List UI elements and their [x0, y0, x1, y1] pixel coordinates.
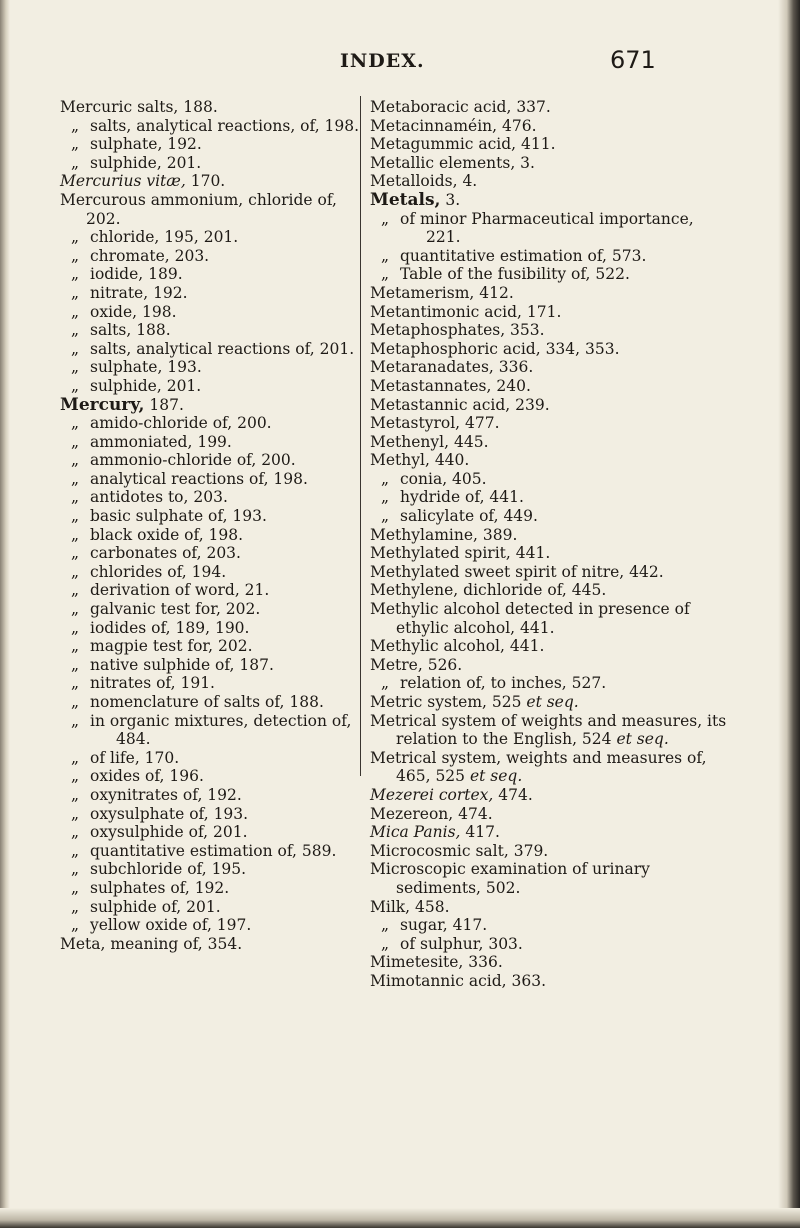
ditto-mark: „	[70, 600, 80, 619]
index-entry-text: Metaphosphates, 353.	[370, 321, 545, 340]
index-subentry	[60, 284, 360, 303]
index-entry-text: salts, 188.	[90, 321, 171, 340]
index-entry	[370, 191, 730, 210]
index-subentry	[370, 935, 730, 954]
ditto-mark: „	[70, 321, 80, 340]
index-subentry	[60, 433, 360, 452]
index-entry-text: Methyl, 440.	[370, 451, 470, 470]
index-subentry	[370, 210, 730, 247]
index-entry-text: chlorides of, 194.	[90, 562, 227, 581]
page-edge-left	[0, 0, 10, 1228]
index-column-right	[370, 98, 730, 991]
index-subentry	[60, 117, 360, 136]
ditto-mark: „	[70, 804, 80, 823]
ditto-mark: „	[380, 674, 390, 693]
index-entry-text: Metre, 526.	[370, 655, 463, 674]
index-entry	[370, 563, 730, 582]
index-subentry	[60, 600, 360, 619]
index-column-left	[60, 98, 360, 953]
index-entry-text: Mercury,	[60, 394, 145, 415]
index-subentry	[370, 470, 730, 489]
index-subentry	[60, 842, 360, 861]
index-entry-text: nomenclature of salts of, 188.	[90, 693, 324, 711]
index-subentry	[60, 135, 360, 154]
ditto-mark: „	[70, 693, 80, 711]
index-entry-text: Table of the fusibility of, 522.	[400, 265, 630, 284]
index-entry-text: relation of, to inches, 527.	[400, 674, 607, 693]
ditto-mark: „	[70, 841, 80, 860]
index-entry-text: Methylic alcohol detected in presence of ethylic alcohol, 441.	[370, 600, 690, 637]
index-subentry	[60, 898, 360, 917]
index-entry-text: Metaphosphoric acid, 334, 353.	[370, 339, 620, 358]
index-entry-text: antidotes to, 203.	[90, 488, 228, 507]
index-entry-text: Metallic elements, 3.	[370, 153, 535, 172]
index-subentry	[60, 916, 360, 935]
index-entry-text: Mimotannic acid, 363.	[370, 971, 547, 990]
page-edge-right	[778, 0, 800, 1228]
index-subentry	[60, 656, 360, 675]
index-entry	[370, 786, 730, 805]
index-entry-text: nitrate, 192.	[90, 283, 188, 302]
index-entry-text: of minor Pharmaceutical importance, 221.	[400, 209, 694, 247]
index-entry	[370, 98, 730, 117]
ditto-mark: „	[70, 878, 80, 897]
running-head: INDEX.	[340, 50, 425, 72]
index-entry	[60, 191, 360, 228]
index-entry	[60, 396, 360, 415]
index-entry-text: sulphide of, 201.	[90, 897, 221, 916]
ditto-mark: „	[70, 823, 80, 842]
index-entry-text: basic sulphate of, 193.	[90, 507, 267, 526]
index-entry	[370, 544, 730, 563]
ditto-mark: „	[70, 655, 80, 674]
ditto-mark: „	[380, 507, 390, 526]
index-entry-text: Metastannates, 240.	[370, 376, 531, 395]
index-subentry	[60, 712, 360, 749]
ditto-mark: „	[70, 562, 80, 581]
index-entry-text: Microcosmic salt, 379.	[370, 841, 549, 860]
index-entry	[370, 972, 730, 991]
index-subentry	[370, 507, 730, 526]
index-subentry	[60, 693, 360, 712]
ditto-mark: „	[70, 507, 80, 526]
index-entry-text: iodides of, 189, 190.	[90, 618, 250, 637]
index-entry-text: ammoniated, 199.	[90, 432, 232, 451]
index-subentry	[60, 247, 360, 266]
index-entry	[370, 284, 730, 303]
ditto-mark: „	[70, 246, 80, 265]
index-entry-text: Metastyrol, 477.	[370, 414, 500, 433]
index-entry	[60, 172, 360, 191]
index-entry	[370, 154, 730, 173]
index-entry	[370, 117, 730, 136]
ditto-mark: „	[380, 265, 390, 284]
index-entry-text: nitrates of, 191.	[90, 674, 215, 693]
ditto-mark: „	[70, 525, 80, 544]
ditto-mark: „	[380, 246, 390, 265]
index-subentry	[60, 563, 360, 582]
ditto-mark: „	[70, 860, 80, 879]
index-entry-text: analytical reactions of, 198.	[90, 469, 308, 488]
index-entry	[370, 451, 730, 470]
index-entry	[370, 414, 730, 433]
index-entry-text: Metaranadates, 336.	[370, 358, 534, 377]
index-entry-text: subchloride of, 195.	[90, 860, 247, 879]
index-subentry	[60, 786, 360, 805]
index-entry	[370, 805, 730, 824]
index-entry-text: Meta, meaning of, 354.	[60, 934, 243, 953]
index-entry-text: Metastannic acid, 239.	[370, 395, 550, 414]
index-entry-text: sulphate, 192.	[90, 135, 202, 154]
index-entry	[370, 712, 730, 749]
index-entry	[60, 935, 360, 954]
index-entry-text: Metantimonic acid, 171.	[370, 302, 562, 321]
index-subentry	[60, 321, 360, 340]
ditto-mark: „	[70, 674, 80, 693]
index-subentry	[60, 451, 360, 470]
index-entry-text: salicylate of, 449.	[400, 507, 538, 526]
ditto-mark: „	[70, 581, 80, 600]
index-entry-text: Mezereon, 474.	[370, 804, 493, 823]
index-entry	[370, 303, 730, 322]
index-subentry	[370, 916, 730, 935]
index-subentry	[370, 488, 730, 507]
index-entry-text: carbonates of, 203.	[90, 544, 241, 563]
page-edge-bottom	[0, 1208, 800, 1228]
index-subentry	[60, 265, 360, 284]
index-entry-text: sulphate, 193.	[90, 358, 202, 377]
ditto-mark: „	[70, 897, 80, 916]
index-subentry	[60, 674, 360, 693]
index-entry-text: Mercurous ammonium, chloride of, 202.	[60, 190, 337, 228]
index-entry-text: oxysulphide of, 201.	[90, 823, 248, 842]
ditto-mark: „	[70, 748, 80, 767]
index-entry-text: Methylated spirit, 441.	[370, 544, 551, 563]
index-entry-text: sugar, 417.	[400, 916, 488, 935]
page-number: 671	[610, 46, 656, 74]
index-entry-text: Metric system, 525	[370, 693, 527, 711]
index-entry-italic: et seq.	[469, 767, 523, 786]
index-subentry	[60, 507, 360, 526]
index-subentry	[60, 358, 360, 377]
ditto-mark: „	[70, 618, 80, 637]
index-subentry	[60, 619, 360, 638]
index-entry	[370, 898, 730, 917]
index-subentry	[60, 805, 360, 824]
index-subentry	[60, 526, 360, 545]
index-subentry	[60, 767, 360, 786]
index-entry-text: of sulphur, 303.	[400, 934, 523, 953]
ditto-mark: „	[70, 432, 80, 451]
ditto-mark: „	[70, 302, 80, 321]
index-entry-text: chloride, 195, 201.	[90, 228, 239, 247]
index-entry-text: Metamerism, 412.	[370, 283, 514, 302]
index-entry-italic: Mica Panis,	[370, 823, 461, 842]
index-entry-text: oxynitrates of, 192.	[90, 785, 242, 804]
index-entry-text: Metagummic acid, 411.	[370, 135, 556, 154]
index-subentry	[60, 581, 360, 600]
index-entry-text: amido-chloride of, 200.	[90, 414, 272, 433]
index-entry-text: in organic mixtures, detection of, 484.	[90, 711, 352, 749]
index-entry-text: Metals,	[370, 189, 441, 210]
ditto-mark: „	[380, 209, 390, 228]
index-subentry	[370, 265, 730, 284]
index-entry	[370, 526, 730, 545]
index-entry-text: black oxide of, 198.	[90, 525, 244, 544]
index-subentry	[370, 674, 730, 693]
index-subentry	[60, 749, 360, 768]
index-entry-text: ammonio-chloride of, 200.	[90, 451, 296, 470]
index-entry-italic: et seq.	[616, 730, 669, 749]
ditto-mark: „	[70, 153, 80, 172]
column-divider	[360, 96, 361, 776]
ditto-mark: „	[70, 376, 80, 395]
index-entry-text: Microscopic examination of urinary sediments, 502.	[370, 860, 650, 897]
index-entry-text: Mimetesite, 336.	[370, 953, 503, 972]
index-entry-text: Methenyl, 445.	[370, 432, 489, 451]
index-entry-text: of life, 170.	[90, 748, 180, 767]
index-entry-text: magpie test for, 202.	[90, 637, 253, 656]
index-subentry	[60, 470, 360, 489]
index-entry	[370, 377, 730, 396]
index-entry-text: sulphide, 201.	[90, 376, 202, 395]
ditto-mark: „	[380, 934, 390, 953]
index-entry-text: quantitative estimation of, 573.	[400, 246, 647, 265]
ditto-mark: „	[70, 283, 80, 302]
index-entry	[370, 842, 730, 861]
index-entry	[370, 953, 730, 972]
index-subentry	[60, 228, 360, 247]
index-subentry	[60, 823, 360, 842]
ditto-mark: „	[70, 265, 80, 284]
index-subentry	[60, 377, 360, 396]
index-entry	[370, 135, 730, 154]
index-entry-text: 474.	[493, 785, 533, 804]
index-subentry	[60, 414, 360, 433]
index-entry-text: conia, 405.	[400, 469, 487, 488]
index-entry-text: Metrical system of weights and measures, its relation to the English, 524	[370, 711, 727, 749]
ditto-mark: „	[70, 358, 80, 377]
index-entry-text: sulphide, 201.	[90, 153, 202, 172]
index-entry-page: 187.	[144, 395, 184, 414]
index-entry-text: Mercuric salts, 188.	[60, 98, 218, 116]
index-subentry	[60, 637, 360, 656]
index-entry-text: oxide, 198.	[90, 302, 177, 321]
ditto-mark: „	[70, 469, 80, 488]
index-entry-text: chromate, 203.	[90, 246, 210, 265]
index-entry-text: Methylic alcohol, 441.	[370, 637, 545, 656]
index-entry	[370, 172, 730, 191]
index-entry-text: yellow oxide of, 197.	[90, 916, 252, 935]
ditto-mark: „	[70, 116, 80, 135]
ditto-mark: „	[70, 488, 80, 507]
index-subentry	[60, 340, 360, 359]
index-entry	[370, 693, 730, 712]
index-entry-italic: et seq.	[526, 693, 579, 711]
index-subentry	[60, 860, 360, 879]
index-entry-italic: Mezerei cortex,	[370, 785, 494, 804]
index-entry-text: oxysulphate of, 193.	[90, 804, 249, 823]
ditto-mark: „	[70, 339, 80, 358]
index-entry-text: Metalloids, 4.	[370, 172, 478, 191]
index-entry-text: galvanic test for, 202.	[90, 600, 261, 619]
index-entry	[370, 396, 730, 415]
index-entry-text: Metrical system, weights and measures of, 465, 525	[370, 748, 707, 786]
index-entry-text: Methylated sweet spirit of nitre, 442.	[370, 562, 664, 581]
index-entry	[60, 98, 360, 117]
index-entry	[370, 433, 730, 452]
index-entry-italic: Mercurius vitæ,	[60, 172, 186, 191]
index-entry-text: native sulphide of, 187.	[90, 655, 274, 674]
index-entry-text: 417.	[460, 823, 500, 842]
index-entry-text: Metaboracic acid, 337.	[370, 98, 551, 116]
index-subentry	[60, 544, 360, 563]
index-entry	[370, 581, 730, 600]
index-entry-text: iodide, 189.	[90, 265, 183, 284]
ditto-mark: „	[380, 469, 390, 488]
index-subentry	[60, 488, 360, 507]
ditto-mark: „	[70, 228, 80, 247]
ditto-mark: „	[70, 135, 80, 154]
ditto-mark: „	[380, 916, 390, 935]
index-entry-text: quantitative estimation of, 589.	[90, 841, 337, 860]
index-entry-text: 170.	[185, 172, 226, 191]
index-entry-text: derivation of word, 21.	[90, 581, 270, 600]
index-entry	[370, 656, 730, 675]
ditto-mark: „	[70, 916, 80, 935]
index-entry-text: Metacinnaméin, 476.	[370, 116, 537, 135]
ditto-mark: „	[70, 711, 80, 730]
ditto-mark: „	[70, 451, 80, 470]
index-entry-page: 3.	[440, 190, 461, 209]
index-entry	[370, 321, 730, 340]
index-subentry	[60, 154, 360, 173]
index-entry-text: salts, analytical reactions of, 201.	[90, 339, 355, 358]
index-subentry	[370, 247, 730, 266]
index-entry-text: oxides of, 196.	[90, 767, 204, 786]
ditto-mark: „	[70, 544, 80, 563]
index-subentry	[60, 303, 360, 322]
index-entry-text: hydride of, 441.	[400, 488, 524, 507]
ditto-mark: „	[70, 414, 80, 433]
index-entry	[370, 860, 730, 897]
index-entry	[370, 340, 730, 359]
index-subentry	[60, 879, 360, 898]
ditto-mark: „	[70, 637, 80, 656]
index-entry-text: Methylamine, 389.	[370, 525, 518, 544]
index-entry	[370, 823, 730, 842]
index-entry-text: sulphates of, 192.	[90, 878, 230, 897]
ditto-mark: „	[380, 488, 390, 507]
index-entry-text: Methylene, dichloride of, 445.	[370, 581, 607, 600]
index-entry	[370, 358, 730, 377]
ditto-mark: „	[70, 785, 80, 804]
page-header	[0, 42, 800, 82]
index-entry	[370, 749, 730, 786]
ditto-mark: „	[70, 767, 80, 786]
index-entry	[370, 600, 730, 637]
index-entry-text: salts, analytical reactions, of, 198.	[90, 116, 360, 135]
index-entry-text: Milk, 458.	[370, 897, 450, 916]
index-entry	[370, 637, 730, 656]
